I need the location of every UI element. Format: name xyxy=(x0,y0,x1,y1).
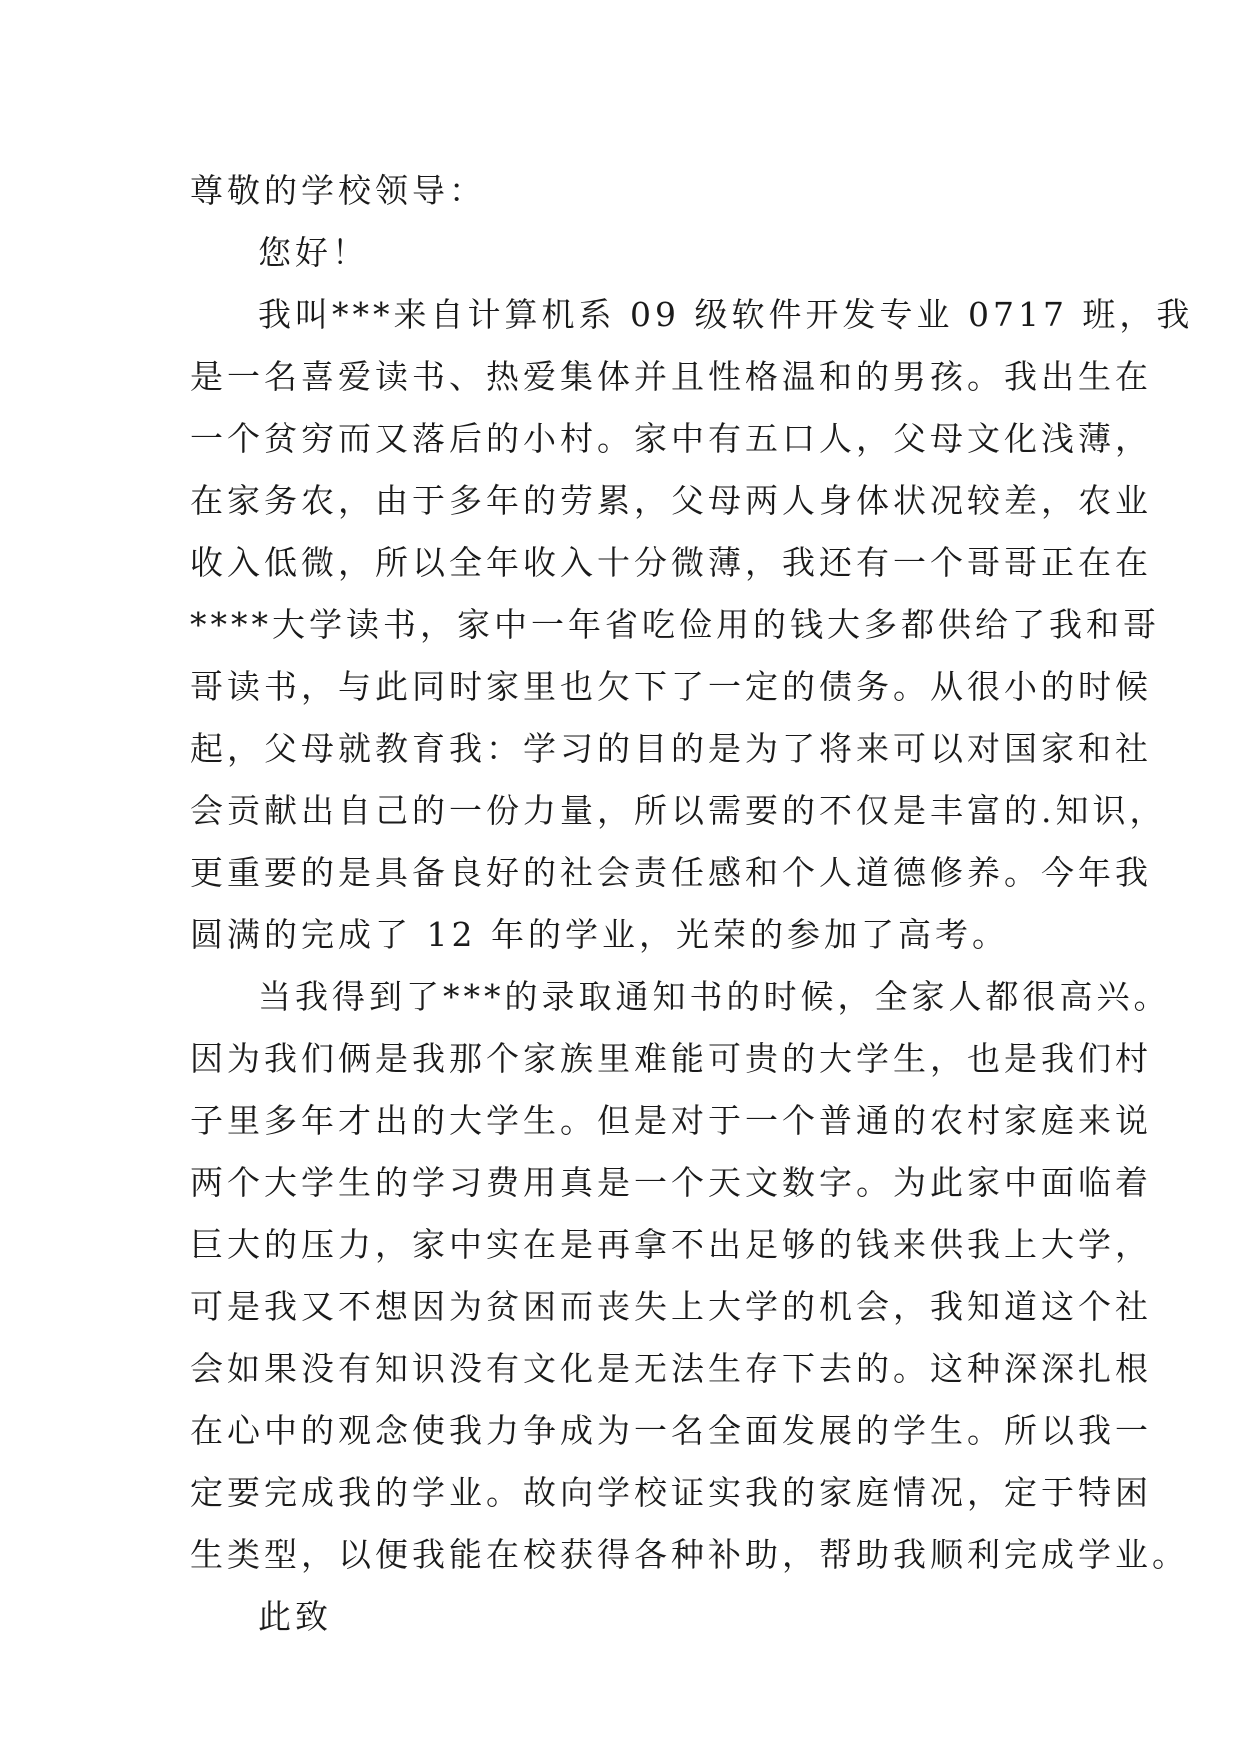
greeting: 您好！ xyxy=(258,233,369,272)
paragraph-line: 我叫***来自计算机系 09 级软件开发专业 0717 班，我 xyxy=(258,295,1194,334)
paragraph-line: 收入低微，所以全年收入十分微薄，我还有一个哥哥正在在 xyxy=(190,543,1152,582)
paragraph-line: 更重要的是具备良好的社会责任感和个人道德修养。今年我 xyxy=(190,853,1152,892)
paragraph-line: 一个贫穷而又落后的小村。家中有五口人，父母文化浅薄， xyxy=(190,419,1152,458)
paragraph-line: 会如果没有知识没有文化是无法生存下去的。这种深深扎根 xyxy=(190,1349,1152,1388)
paragraph-line: 当我得到了***的录取通知书的时候，全家人都很高兴。 xyxy=(258,977,1171,1016)
salutation: 尊敬的学校领导： xyxy=(190,171,486,210)
paragraph-line: 巨大的压力，家中实在是再拿不出足够的钱来供我上大学， xyxy=(190,1225,1152,1264)
paragraph-line: 定要完成我的学业。故向学校证实我的家庭情况，定于特困 xyxy=(190,1473,1152,1512)
paragraph-line: 在心中的观念使我力争成为一名全面发展的学生。所以我一 xyxy=(190,1411,1152,1450)
paragraph-line: 两个大学生的学习费用真是一个天文数字。为此家中面临着 xyxy=(190,1163,1152,1202)
paragraph-line: 因为我们俩是我那个家族里难能可贵的大学生，也是我们村 xyxy=(190,1039,1152,1078)
letter-body xyxy=(190,160,1194,1648)
paragraph-line: 在家务农，由于多年的劳累，父母两人身体状况较差，农业 xyxy=(190,481,1152,520)
paragraph-line: 圆满的完成了 12 年的学业，光荣的参加了高考。 xyxy=(190,915,1009,954)
paragraph-line: 子里多年才出的大学生。但是对于一个普通的农村家庭来说 xyxy=(190,1101,1152,1140)
paragraph-line: 生类型，以便我能在校获得各种补助，帮助我顺利完成学业。 xyxy=(190,1535,1189,1574)
paragraph-line: 是一名喜爱读书、热爱集体并且性格温和的男孩。我出生在 xyxy=(190,357,1152,396)
paragraph-line: 会贡献出自己的一份力量，所以需要的不仅是丰富的.知识， xyxy=(190,791,1167,830)
closing: 此致 xyxy=(258,1597,332,1636)
paragraph-1 xyxy=(190,284,1194,966)
paragraph-line: 起，父母就教育我：学习的目的是为了将来可以对国家和社 xyxy=(190,729,1152,768)
paragraph-line: ****大学读书，家中一年省吃俭用的钱大多都供给了我和哥 xyxy=(190,605,1160,644)
paragraph-2 xyxy=(190,966,1189,1586)
paragraph-line: 可是我又不想因为贫困而丧失上大学的机会，我知道这个社 xyxy=(190,1287,1152,1326)
paragraph-line: 哥读书，与此同时家里也欠下了一定的债务。从很小的时候 xyxy=(190,667,1152,706)
